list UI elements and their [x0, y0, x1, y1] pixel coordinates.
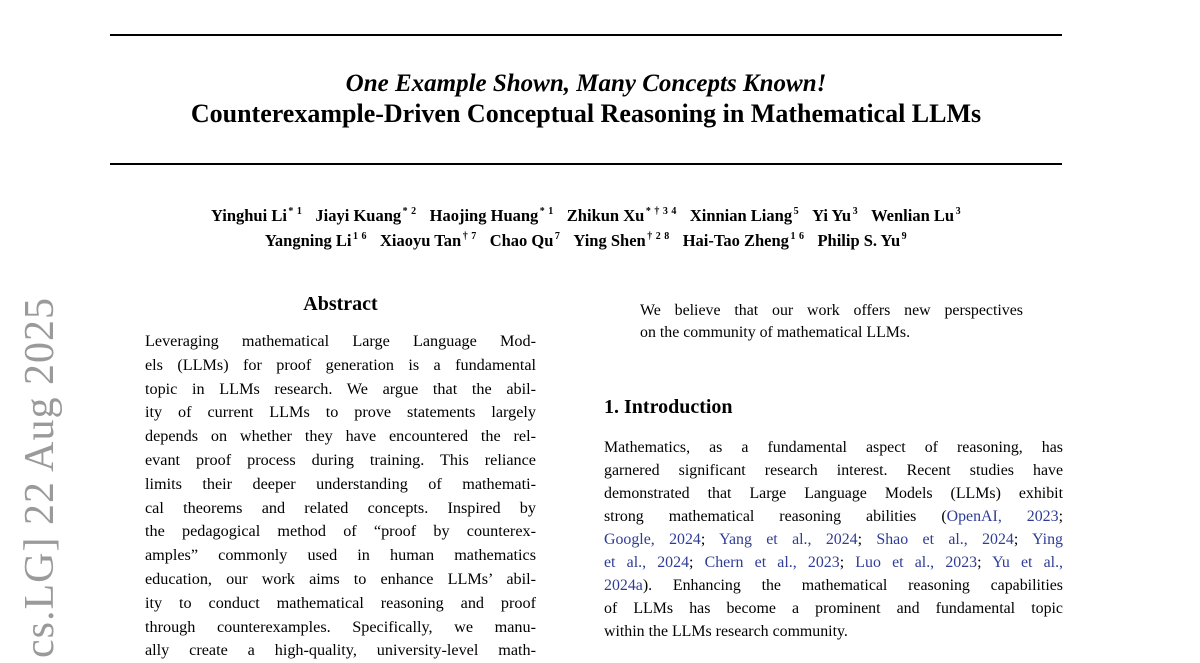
text-span: ity of current LLMs to prove statements largely	[145, 403, 536, 422]
text-span: the pedagogical method of “proof by counterex-	[145, 522, 536, 541]
introduction-paragraph	[604, 436, 1063, 643]
text-span: ally create a high-quality, university-level math-	[145, 641, 536, 660]
author	[567, 206, 677, 225]
citation-link[interactable]: Luo et al., 2023	[855, 554, 978, 571]
text-line	[604, 528, 1063, 551]
citation-link[interactable]: Google, 2024	[604, 531, 701, 548]
text-line	[145, 497, 536, 521]
text-span: ;	[1058, 508, 1063, 525]
text-span: depends on whether they have encountered the rel-	[145, 427, 536, 446]
section-heading-introduction: 1. Introduction	[604, 396, 733, 418]
author	[380, 231, 477, 250]
text-span: on the community of mathematical LLMs.	[640, 324, 911, 341]
text-span: garnered significant research interest. Recent studies have	[604, 462, 1063, 479]
citation-link[interactable]: Yang et al., 2024	[719, 531, 858, 548]
author-name: Ying Shen	[573, 231, 646, 250]
author-name: Yangning Li	[264, 231, 352, 250]
text-span: of LLMs has become a prominent and fundamental topic	[604, 600, 1063, 617]
author-superscript: † 2 8	[647, 231, 670, 242]
text-line	[604, 574, 1063, 597]
text-span: cal theorems and related concepts. Inspired by	[145, 498, 536, 517]
author-superscript: 5	[793, 206, 800, 217]
author-name: Xiaoyu Tan	[380, 231, 462, 250]
author	[573, 231, 669, 250]
paper-title-line2: Counterexample-Driven Conceptual Reasoning in Mathematical LLMs	[190, 99, 982, 128]
text-span: Mathematics, as a fundamental aspect of reasoning, has	[604, 439, 1063, 456]
author	[490, 231, 561, 250]
text-span: evant proof process during training. This reliance	[145, 450, 536, 469]
author-superscript: † 7	[462, 231, 477, 242]
author-name: Zhikun Xu	[566, 206, 645, 225]
author-superscript: * 1	[288, 206, 303, 217]
text-span: We believe that our work offers new perspectives	[640, 302, 1023, 319]
text-line	[604, 482, 1063, 505]
paper-title-line1: One Example Shown, Many Concepts Known!	[345, 70, 827, 97]
text-line	[604, 597, 1063, 620]
author	[211, 206, 302, 225]
text-line	[145, 520, 536, 544]
abstract-heading: Abstract	[303, 293, 378, 315]
citation-link[interactable]: Yu et al.,	[992, 554, 1064, 571]
author	[430, 206, 554, 225]
author	[812, 206, 858, 225]
author	[817, 231, 907, 250]
author-superscript: 9	[901, 231, 908, 242]
text-span: els (LLMs) for proof generation is a fundamental	[145, 355, 536, 374]
text-span: ;	[839, 554, 856, 571]
text-span: ;	[857, 531, 877, 548]
text-line	[604, 459, 1063, 482]
abstract-closing-paragraph	[640, 300, 1023, 344]
author-superscript: * 2	[402, 206, 417, 217]
author	[315, 206, 416, 225]
text-span: Leveraging mathematical Large Language Mod-	[145, 332, 536, 350]
author-superscript: * 1	[539, 206, 554, 217]
text-line	[145, 568, 536, 592]
authors-line-2	[110, 231, 1062, 251]
author-superscript: 7	[554, 231, 561, 242]
author-superscript: 3	[852, 206, 859, 217]
author-name: Yinghui Li	[210, 206, 287, 225]
author-name: Xinnian Liang	[689, 206, 793, 225]
text-line	[604, 620, 1063, 643]
text-line	[145, 330, 536, 354]
text-line	[604, 436, 1063, 459]
top-rule	[110, 34, 1062, 36]
citation-link[interactable]: Shao et al., 2024	[876, 531, 1014, 548]
text-span: strong mathematical reasoning abilities (	[604, 508, 947, 525]
citation-link[interactable]: Chern et al., 2023	[704, 554, 840, 571]
author	[265, 231, 367, 250]
text-span: through counterexamples. Specifically, we manu-	[145, 617, 536, 636]
text-line	[604, 551, 1063, 574]
text-line	[145, 425, 536, 449]
text-line	[145, 544, 536, 568]
arxiv-watermark: cs.LG] 22 Aug 2025	[17, 297, 63, 658]
author-superscript: 1 6	[353, 231, 368, 242]
citation-link[interactable]: et al., 2024	[604, 554, 690, 571]
text-line	[640, 322, 1023, 344]
mid-rule	[110, 163, 1062, 165]
text-span: ;	[1013, 531, 1033, 548]
author-name: Hai-Tao Zheng	[682, 231, 789, 250]
citation-link[interactable]: OpenAI, 2023	[946, 508, 1059, 525]
text-span: ity to conduct mathematical reasoning and proof	[145, 593, 536, 612]
text-span: limits their deeper understanding of mathemati-	[145, 474, 536, 493]
text-span: ;	[977, 554, 993, 571]
author-name: Philip S. Yu	[817, 231, 901, 250]
text-line	[604, 505, 1063, 528]
citation-link[interactable]: 2024a	[604, 577, 643, 594]
text-line	[145, 401, 536, 425]
author-name: Wenlian Lu	[871, 206, 955, 225]
text-span: amples” commonly used in human mathematics	[145, 546, 536, 565]
text-span: ;	[689, 554, 705, 571]
author	[690, 206, 799, 225]
text-line	[145, 354, 536, 378]
author-superscript: 1 6	[790, 231, 805, 242]
author-superscript: 3	[955, 206, 962, 217]
text-line	[145, 592, 536, 616]
author-name: Jiayi Kuang	[315, 206, 402, 225]
text-span: education, our work aims to enhance LLMs’ abil-	[145, 569, 536, 588]
text-span: topic in LLMs research. We argue that the abil-	[145, 379, 536, 398]
author-superscript: * † 3 4	[645, 206, 677, 217]
author-name: Haojing Huang	[429, 206, 539, 225]
text-line	[145, 473, 536, 497]
text-line	[145, 616, 536, 640]
text-line	[145, 639, 536, 663]
text-line	[145, 449, 536, 473]
citation-link[interactable]: Ying	[1032, 531, 1063, 548]
author-name: Chao Qu	[489, 231, 554, 250]
abstract-paragraph	[145, 330, 536, 663]
authors-line-1	[110, 206, 1062, 226]
text-span: demonstrated that Large Language Models (LLMs) exhibit	[604, 485, 1063, 502]
text-line	[145, 378, 536, 402]
author-name: Yi Yu	[812, 206, 852, 225]
text-span: ). Enhancing the mathematical reasoning capabilities	[642, 577, 1063, 594]
author	[683, 231, 805, 250]
text-span: ;	[700, 531, 720, 548]
author	[871, 206, 961, 225]
text-line	[640, 300, 1023, 322]
text-span: within the LLMs research community.	[604, 623, 848, 640]
